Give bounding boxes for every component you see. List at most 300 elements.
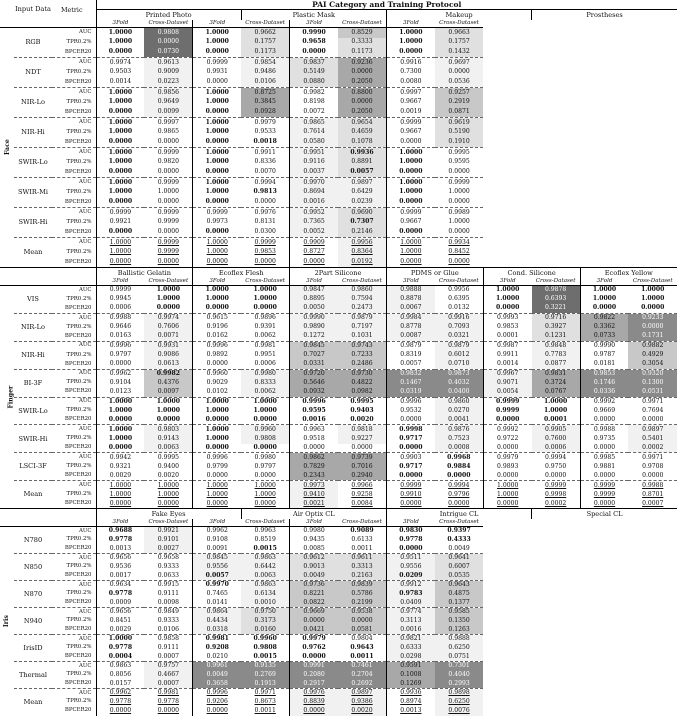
value-cell: 0.8891 (338, 158, 386, 168)
value-cell: 0.0015 (241, 653, 289, 662)
value-cell: 0.9783 (386, 590, 434, 599)
protocol-header-row (0, 20, 677, 28)
value-cell: 0.0002 (628, 444, 677, 453)
value-cell: 0.0000 (144, 38, 192, 48)
metric-label: AUC (52, 148, 96, 158)
value-cell: 0.9511 (386, 554, 434, 563)
value-cell: 0.0000 (386, 228, 434, 238)
value-cell: 0.9796 (435, 490, 483, 499)
value-cell: 0.0000 (193, 228, 241, 238)
table-row (0, 689, 677, 698)
value-cell: 0.9999 (580, 481, 628, 490)
value-cell: 0.1746 (580, 378, 628, 387)
value-cell: 0.0421 (290, 626, 338, 635)
value-cell: 0.7606 (144, 323, 192, 332)
value-cell: 1.0000 (386, 178, 434, 188)
table-row (0, 462, 677, 471)
value-cell: 0.0011 (338, 545, 386, 554)
value-cell: 0.0000 (435, 499, 483, 508)
metric-label: BPCER20 (64, 168, 92, 175)
value-cell: 0.0000 (96, 499, 144, 508)
value-cell: 0.9532 (386, 406, 434, 415)
value-cell: 1.0000 (96, 188, 144, 198)
value-cell: 0.3113 (386, 617, 434, 626)
value-cell: 0.9669 (580, 406, 628, 415)
protocol-cross-dataset-header: Cross-Dataset (338, 278, 386, 286)
value-cell: 0.8878 (386, 295, 434, 304)
blank-cell-b (14, 268, 52, 279)
value-cell: 0.0000 (290, 653, 338, 662)
metric-label: BPCER20 (64, 653, 92, 660)
value-cell: 0.9979 (290, 635, 338, 644)
value-cell: 0.0157 (96, 680, 144, 689)
value-cell: 0.0000 (338, 444, 386, 453)
value-cell: 1.0000 (580, 295, 628, 304)
value-cell: 1.0000 (193, 88, 241, 98)
table-row (0, 608, 677, 617)
value-cell: 0.2163 (338, 572, 386, 581)
value-cell: 0.4333 (435, 536, 483, 545)
value-cell: 0.9897 (628, 425, 677, 434)
value-cell: 0.7300 (386, 68, 434, 78)
protocol-3fold-header: 3Fold (193, 519, 241, 527)
value-cell: 0.5786 (338, 590, 386, 599)
value-cell: 0.9999 (144, 218, 192, 228)
protocol-3fold-header: 3Fold (193, 278, 241, 286)
value-cell: 0.7783 (532, 351, 580, 360)
value-cell: 0.9236 (338, 58, 386, 68)
value-cell: 1.0000 (386, 158, 434, 168)
value-cell: 0.0536 (435, 78, 483, 88)
value-cell: 1.0000 (532, 406, 580, 415)
value-cell: 0.9667 (386, 98, 434, 108)
metric-label: TPR0.2% (66, 435, 92, 442)
protocol-cross-dataset-header: Cross-Dataset (435, 519, 483, 527)
value-cell: 1.0000 (96, 425, 144, 434)
value-cell: 0.0106 (144, 626, 192, 635)
value-cell: 0.9688 (96, 527, 144, 536)
table-row (0, 332, 677, 341)
table-row (0, 313, 677, 322)
value-cell: 0.0209 (386, 572, 434, 581)
blank-cell-a (0, 278, 14, 286)
value-cell: 0.9951 (241, 351, 289, 360)
value-cell: 0.9762 (290, 644, 338, 653)
metric-label: AUC (52, 58, 96, 68)
metric-label: BPCER20 (64, 472, 92, 479)
value-cell: 0.9595 (290, 406, 338, 415)
value-cell: 0.0106 (241, 78, 289, 88)
value-cell: 1.0000 (193, 128, 241, 138)
value-cell: 0.8336 (241, 158, 289, 168)
value-cell: 0.0016 (386, 626, 434, 635)
value-cell: 0.9985 (580, 453, 628, 462)
value-cell: 0.9486 (241, 68, 289, 78)
table-row (0, 680, 677, 689)
value-cell: 1.0000 (193, 188, 241, 198)
value-cell: 0.0000 (290, 48, 338, 58)
value-cell: 1.0000 (193, 158, 241, 168)
metric-label: BPCER20 (64, 707, 92, 714)
value-cell: 0.7614 (290, 128, 338, 138)
value-cell: 1.0000 (193, 406, 241, 415)
value-cell: 0.9656 (96, 554, 144, 563)
value-cell: 0.0013 (96, 545, 144, 554)
pai-category-header: Ballistic Gelatin (96, 268, 193, 279)
value-cell: 0.9865 (144, 128, 192, 138)
value-cell: 0.1263 (435, 626, 483, 635)
value-cell: 0.9778 (96, 590, 144, 599)
value-cell: 0.9774 (386, 608, 434, 617)
table-row (0, 128, 677, 138)
metric-label: TPR0.2% (66, 463, 92, 470)
value-cell: 0.9910 (386, 490, 434, 499)
value-cell: 1.0000 (193, 425, 241, 434)
metric-label: TPR0.2% (66, 323, 92, 330)
value-cell: 0.0580 (290, 138, 338, 148)
table-row (0, 188, 677, 198)
table-row (0, 258, 677, 268)
protocol-cross-dataset-header: Cross-Dataset (435, 278, 483, 286)
value-cell: 0.8221 (290, 590, 338, 599)
value-cell: 0.9403 (338, 406, 386, 415)
table-row (0, 198, 677, 208)
value-cell: 0.1913 (241, 680, 289, 689)
value-cell: 0.9931 (144, 341, 192, 350)
value-cell: 0.9999 (386, 118, 434, 128)
value-cell: 0.9619 (435, 118, 483, 128)
value-cell: 0.9071 (483, 378, 531, 387)
value-cell: 0.0000 (290, 617, 338, 626)
value-cell: 0.0730 (144, 48, 192, 58)
value-cell: 0.9981 (144, 689, 192, 698)
value-cell: 0.9971 (241, 689, 289, 698)
value-cell: 0.0000 (628, 416, 677, 425)
value-cell: 1.0000 (241, 406, 289, 415)
table-row (0, 178, 677, 188)
value-cell: 0.0000 (580, 499, 628, 508)
value-cell: 0.9778 (144, 698, 192, 707)
value-cell: 0.3173 (241, 617, 289, 626)
value-cell: 0.0000 (193, 471, 241, 480)
value-cell: 0.9997 (144, 118, 192, 128)
value-cell: 0.0141 (193, 599, 241, 608)
value-cell: 0.0000 (96, 360, 144, 369)
value-cell: 0.9778 (96, 698, 144, 707)
value-cell: 0.0000 (386, 258, 434, 268)
value-cell: 0.9892 (193, 351, 241, 360)
value-cell: 0.0050 (290, 304, 338, 313)
value-cell: 0.9988 (628, 481, 677, 490)
value-cell: 0.0163 (96, 332, 144, 341)
value-cell: 0.9803 (144, 425, 192, 434)
value-cell: 0.0027 (144, 545, 192, 554)
value-cell: 0.9860 (435, 397, 483, 406)
value-cell: 0.5190 (435, 128, 483, 138)
value-cell: 0.0000 (96, 258, 144, 268)
value-cell: 0.0000 (144, 228, 192, 238)
value-cell: 0.9976 (241, 208, 289, 218)
value-cell: 0.0000 (386, 471, 434, 480)
value-cell: 0.9962 (96, 689, 144, 698)
ingredient-label: RGB (25, 38, 41, 47)
value-cell: 0.9656 (96, 608, 144, 617)
metric-label: AUC (52, 481, 96, 490)
table-row (0, 425, 677, 434)
metric-label: BPCER20 (64, 444, 92, 451)
value-cell: 0.9611 (338, 554, 386, 563)
value-cell: 1.0000 (96, 28, 144, 38)
value-cell: 0.9736 (290, 581, 338, 590)
value-cell: 0.0016 (290, 198, 338, 208)
value-cell: 0.9890 (290, 323, 338, 332)
value-cell: 0.7461 (338, 662, 386, 671)
value-cell: 0.6442 (241, 563, 289, 572)
value-cell: 1.0000 (96, 158, 144, 168)
metric-label: AUC (78, 527, 92, 534)
value-cell: 1.0000 (96, 98, 144, 108)
blank-cell-a (0, 509, 14, 520)
value-cell: 0.9208 (193, 644, 241, 653)
value-cell: 0.9400 (144, 462, 192, 471)
metric-label: AUC (52, 453, 96, 462)
value-cell: 0.0000 (144, 499, 192, 508)
value-cell: 0.0000 (435, 228, 483, 238)
value-cell: 0.9992 (483, 425, 531, 434)
pai-category-header: Printed Photo (96, 10, 241, 21)
value-cell: 0.6133 (338, 536, 386, 545)
value-cell: 0.9386 (338, 698, 386, 707)
metric-label: TPR0.2% (66, 158, 92, 165)
table-row (0, 351, 677, 360)
value-cell: 0.9921 (96, 218, 144, 228)
value-cell: 0.2692 (338, 680, 386, 689)
value-cell: 1.0000 (193, 286, 241, 295)
value-cell: 0.4667 (144, 671, 192, 680)
protocol-cross-dataset-header: Cross-Dataset (144, 519, 192, 527)
metric-label: TPR0.2% (66, 536, 92, 543)
value-cell: 0.9999 (144, 178, 192, 188)
value-cell: 1.0000 (144, 295, 192, 304)
metric-label: BPCER20 (64, 572, 92, 579)
value-cell: 1.0000 (96, 238, 144, 248)
value-cell: 0.9980 (241, 369, 289, 378)
ingredient-label: LSCI-3F (14, 453, 52, 481)
value-cell: 0.0102 (193, 388, 241, 397)
value-cell: 0.0000 (241, 198, 289, 208)
metric-label: TPR0.2% (66, 617, 92, 624)
value-cell: 1.0000 (96, 148, 144, 158)
table-row (0, 48, 677, 58)
value-cell: 0.0321 (435, 332, 483, 341)
value-cell: 0.8778 (386, 323, 434, 332)
value-cell: 0.9654 (338, 118, 386, 128)
value-cell: 0.0000 (96, 416, 144, 425)
value-cell: 0.1757 (435, 38, 483, 48)
metric-label: BPCER20 (64, 258, 92, 265)
value-cell: 0.8694 (290, 188, 338, 198)
table-row (0, 662, 677, 671)
value-cell: 0.4659 (338, 128, 386, 138)
value-cell: 1.0000 (193, 178, 241, 188)
value-cell: 0.0000 (435, 258, 483, 268)
value-cell: 0.0331 (290, 360, 338, 369)
value-cell: 0.9104 (96, 378, 144, 387)
value-cell: 0.9778 (96, 536, 144, 545)
value-cell: 0.0009 (96, 599, 144, 608)
value-cell: 0.0877 (532, 360, 580, 369)
value-cell: 0.2050 (338, 78, 386, 88)
metric-label: BPCER20 (64, 626, 92, 633)
value-cell: 0.0063 (144, 444, 192, 453)
value-cell: 0.9735 (580, 434, 628, 443)
metric-label: BPCER20 (64, 388, 92, 395)
value-cell: 0.9893 (483, 462, 531, 471)
protocol-3fold-header: 3Fold (386, 278, 434, 286)
value-cell: 0.9410 (290, 490, 338, 499)
value-cell: 0.5401 (628, 434, 677, 443)
value-cell: 0.8319 (386, 351, 434, 360)
value-cell: 0.0063 (241, 572, 289, 581)
value-cell: 0.9982 (144, 369, 192, 378)
value-cell: 0.0000 (193, 360, 241, 369)
protocol-3fold-header: 3Fold (483, 278, 531, 286)
value-cell: 0.9821 (386, 635, 434, 644)
value-cell: 0.0062 (241, 332, 289, 341)
value-cell: 0.0008 (435, 444, 483, 453)
value-cell: 0.0000 (290, 444, 338, 453)
value-cell: 0.0000 (580, 444, 628, 453)
table-row (0, 323, 677, 332)
value-cell: 0.7523 (435, 434, 483, 443)
value-cell: 0.0000 (290, 707, 338, 716)
value-cell: 0.8800 (338, 88, 386, 98)
value-cell: 0.3845 (241, 98, 289, 108)
value-cell: 0.6250 (435, 644, 483, 653)
value-cell: 0.9863 (96, 662, 144, 671)
value-cell: 1.0000 (483, 481, 531, 490)
value-cell: 0.1432 (435, 48, 483, 58)
value-cell: 0.9831 (532, 369, 580, 378)
value-cell: 0.9905 (532, 425, 580, 434)
table-row (0, 108, 677, 118)
value-cell: 0.9778 (96, 644, 144, 653)
value-cell: 0.9979 (483, 453, 531, 462)
value-cell: 0.9970 (290, 178, 338, 188)
value-cell: 0.9720 (290, 369, 338, 378)
table-row (0, 581, 677, 590)
value-cell: 0.9995 (144, 453, 192, 462)
value-cell: 0.9135 (241, 662, 289, 671)
value-cell: 0.9643 (338, 644, 386, 653)
value-cell: 1.0000 (386, 188, 434, 198)
value-cell: 0.1377 (435, 599, 483, 608)
value-cell: 0.0076 (435, 707, 483, 716)
value-cell: 0.9936 (386, 689, 434, 698)
table-row (0, 388, 677, 397)
value-cell: 0.7016 (338, 462, 386, 471)
metric-label: AUC (52, 238, 96, 248)
value-cell: 0.0000 (193, 707, 241, 716)
value-cell: 0.2080 (290, 671, 338, 680)
value-cell: 0.1008 (386, 671, 434, 680)
value-cell: 0.0409 (386, 599, 434, 608)
value-cell: 0.9667 (386, 128, 434, 138)
table-row (0, 572, 677, 581)
value-cell: 0.9992 (580, 397, 628, 406)
ingredient-label: NIR-Hi (14, 118, 52, 148)
table-row (0, 644, 677, 653)
value-cell: 0.0336 (580, 388, 628, 397)
value-cell: 0.9999 (193, 208, 241, 218)
value-cell: 0.8451 (96, 617, 144, 626)
modality-label-text: Face (3, 139, 11, 156)
metric-label: BPCER20 (64, 304, 92, 311)
blank-cell-c (52, 519, 96, 527)
table-row (0, 148, 677, 158)
value-cell: 0.0733 (580, 332, 628, 341)
value-cell: 1.0000 (193, 481, 241, 490)
value-cell: 1.0000 (193, 28, 241, 38)
value-cell: 0.9397 (435, 527, 483, 536)
value-cell: 0.9898 (435, 689, 483, 698)
value-cell: 0.9951 (290, 148, 338, 158)
pai-category-header: 2Part Silicone (290, 268, 387, 279)
metric-label: TPR0.2% (66, 379, 92, 386)
value-cell: 0.1078 (338, 138, 386, 148)
value-cell: 0.0052 (290, 228, 338, 238)
metric-label: AUC (52, 581, 96, 590)
value-cell: 0.3054 (628, 360, 677, 369)
value-cell: 0.9966 (338, 481, 386, 490)
metric-header: Metric (60, 5, 83, 14)
value-cell: 0.9233 (628, 313, 677, 322)
value-cell: 0.9533 (241, 128, 289, 138)
table-row (0, 168, 677, 178)
value-cell: 0.9962 (193, 527, 241, 536)
value-cell: 0.0000 (532, 471, 580, 480)
table-row (0, 490, 677, 499)
table-row (0, 341, 677, 350)
value-cell: 0.0000 (96, 444, 144, 453)
metric-label: AUC (78, 286, 92, 293)
value-cell: 0.9879 (435, 341, 483, 350)
pai-category-header: Air Optix CL (241, 509, 386, 520)
value-cell: 0.0000 (628, 471, 677, 480)
value-cell: 0.9884 (435, 462, 483, 471)
value-cell: 0.2473 (338, 304, 386, 313)
value-cell: 0.0057 (386, 360, 434, 369)
value-cell: 0.9999 (386, 208, 434, 218)
value-cell: 0.0298 (386, 653, 434, 662)
pai-category-header: Ecoflex Yellow (580, 268, 677, 279)
metric-label: TPR0.2% (66, 188, 92, 195)
protocol-cross-dataset-header: Cross-Dataset (241, 20, 289, 28)
table-row (0, 499, 677, 508)
value-cell: 0.9987 (483, 341, 531, 350)
value-cell: 0.9989 (435, 208, 483, 218)
value-cell: 0.7594 (338, 295, 386, 304)
metric-label: BPCER20 (64, 108, 92, 115)
value-cell: 0.1731 (628, 332, 677, 341)
value-cell: 0.0000 (144, 707, 192, 716)
value-cell: 0.0162 (193, 332, 241, 341)
protocol-3fold-header: 3Fold (580, 278, 628, 286)
value-cell: 0.9998 (532, 490, 580, 499)
value-cell: 0.0928 (241, 108, 289, 118)
pai-category-header: Prostheses (532, 10, 677, 21)
table-row (0, 138, 677, 148)
